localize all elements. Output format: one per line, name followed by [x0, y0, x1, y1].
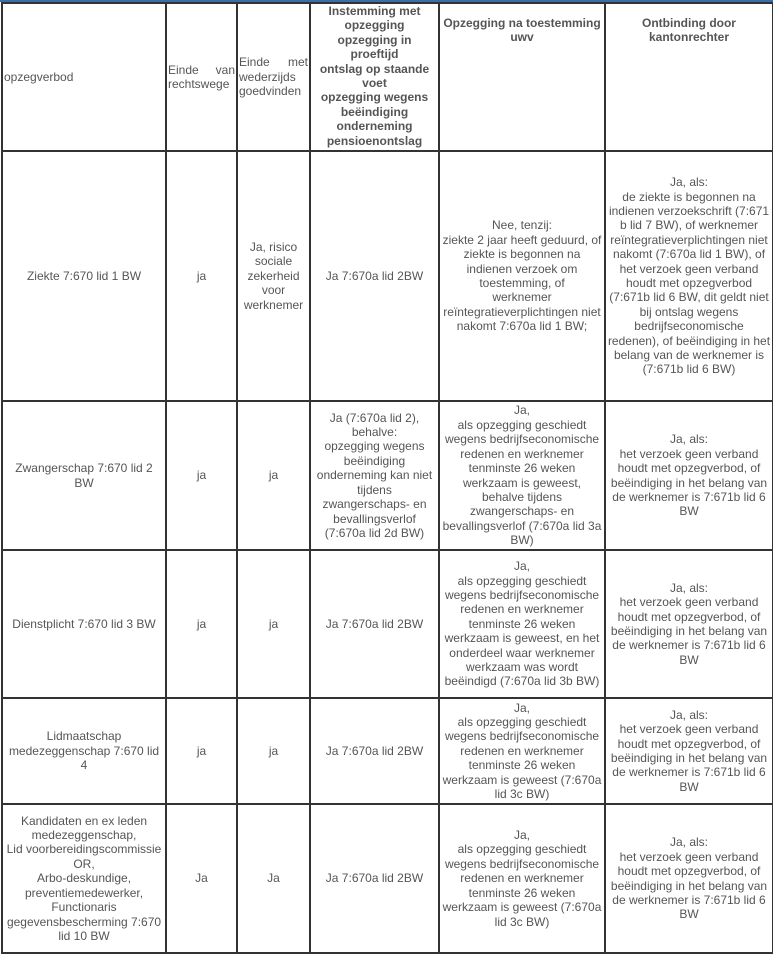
- table-row: [2, 804, 773, 953]
- cell-instemming: Ja 7:670a lid 2BW: [310, 550, 439, 698]
- header-line: wederzijds goedvinden: [239, 69, 302, 99]
- cell-uwv: Ja, als opzegging geschiedt wegens bedrijfseconomische redenen en werknemer tenminste 26 weken werkzaam is geweest (7:670a lid 3c BW): [439, 804, 605, 953]
- cell-wederzijds: ja: [237, 401, 310, 550]
- cell-uwv: Ja, als opzegging geschiedt wegens bedrijfseconomische redenen en werknemer tenminste 26 weken werkzaam is geweest, behalve tijdens zwangerschaps- en bevallingsverlof (7:670a lid 3a BW): [439, 401, 605, 550]
- cell-kantonrechter: Ja, als: het verzoek geen verband houdt met opzegverbod, of beëindiging in het belang van de werknemer is 7:671b lid 6 BW: [605, 698, 773, 804]
- cell-opzegverbod: Lidmaatschap medezeggenschap 7:670 lid 4: [2, 698, 166, 804]
- cell-kantonrechter: Ja, als: het verzoek geen verband houdt met opzegverbod, of beëindiging in het belang van de werknemer is 7:671b lid 6 BW: [605, 550, 773, 698]
- table-row: [2, 151, 773, 401]
- cell-instemming: Ja (7:670a lid 2), behalve: opzegging wegens beëindiging onderneming kan niet tijdens zwangerschaps- en bevallingsverlof (7:670a lid 2d BW): [310, 401, 439, 550]
- header-line: Einde van: [168, 62, 235, 77]
- cell-rechtswege: ja: [166, 151, 237, 401]
- cell-opzegverbod: Dienstplicht 7:670 lid 3 BW: [2, 550, 166, 698]
- cell-kantonrechter: Ja, als: de ziekte is begonnen na indienen verzoekschrift (7:671 b lid 7 BW), of werknemer reïntegratieverplichtingen niet nakomt (7:670a lid 1 BW), of het verzoek geen verband houdt met opzegverbod (7:671b lid 6 BW, dit geldt niet bij ontslag wegens bedrijfseconomische redenen), of beëindiging in het belang van de werknemer is (7:671b lid 6 BW): [605, 151, 773, 401]
- cell-opzegverbod: Ziekte 7:670 lid 1 BW: [2, 151, 166, 401]
- opzegverbod-table: [1, 2, 773, 954]
- cell-rechtswege: ja: [166, 401, 237, 550]
- cell-wederzijds: ja: [237, 698, 310, 804]
- table-row: [2, 550, 773, 698]
- cell-instemming: Ja 7:670a lid 2BW: [310, 698, 439, 804]
- cell-wederzijds: Ja: [237, 804, 310, 953]
- cell-uwv: Ja, als opzegging geschiedt wegens bedrijfseconomische redenen en werknemer tenminste 26 weken werkzaam is geweest (7:670a lid 3c BW): [439, 698, 605, 804]
- cell-instemming: Ja 7:670a lid 2BW: [310, 804, 439, 953]
- header-einde-van-rechtswege: [166, 3, 237, 151]
- cell-rechtswege: ja: [166, 698, 237, 804]
- table-header-row: [2, 3, 773, 151]
- header-instemming: Instemming met opzegging opzegging in proeftijd ontslag op staande voet opzegging wegens beëindiging onderneming pensioenontslag: [310, 3, 439, 151]
- table-row: [2, 698, 773, 804]
- header-einde-wederzijds-goedvinden: [237, 3, 310, 151]
- cell-uwv: Ja, als opzegging geschiedt wegens bedrijfseconomische redenen en werknemer tenminste 26 weken werkzaam is geweest, en het onderdeel waar werknemer werkzaam was wordt beëindigd (7:670a lid 3b BW): [439, 550, 605, 698]
- cell-kantonrechter: Ja, als: het verzoek geen verband houdt met opzegverbod, of beëindiging in het belang van de werknemer is 7:671b lid 6 BW: [605, 804, 773, 953]
- header-opzegverbod: opzegverbod: [2, 3, 166, 151]
- cell-opzegverbod: Kandidaten en ex leden medezeggenschap, Lid voorbereidingscommissie OR, Arbo-deskundige, preventiemedewerker, Functionaris gegevensbescherming 7:670 lid 10 BW: [2, 804, 166, 953]
- header-line: rechtswege: [168, 77, 230, 91]
- cell-wederzijds: ja: [237, 550, 310, 698]
- cell-kantonrechter: Ja, als: het verzoek geen verband houdt met opzegverbod, of beëindiging in het belang van de werknemer is 7:671b lid 6 BW: [605, 401, 773, 550]
- cell-uwv: Nee, tenzij: ziekte 2 jaar heeft geduurd, of ziekte is begonnen na indienen verzoek om toestemming, of werknemer reïntegratieverplichtingen niet nakomt 7:670a lid 1 BW;: [439, 151, 605, 401]
- cell-wederzijds: Ja, risico sociale zekerheid voor werknemer: [237, 151, 310, 401]
- header-line: Einde met: [239, 55, 308, 70]
- header-toestemming-uwv: Opzegging na toestemming uwv: [439, 3, 605, 151]
- cell-rechtswege: Ja: [166, 804, 237, 953]
- header-ontbinding-kantonrechter: Ontbinding door kantonrechter: [605, 3, 773, 151]
- cell-opzegverbod: Zwangerschap 7:670 lid 2 BW: [2, 401, 166, 550]
- cell-instemming: Ja 7:670a lid 2BW: [310, 151, 439, 401]
- cell-rechtswege: ja: [166, 550, 237, 698]
- table-row: [2, 401, 773, 550]
